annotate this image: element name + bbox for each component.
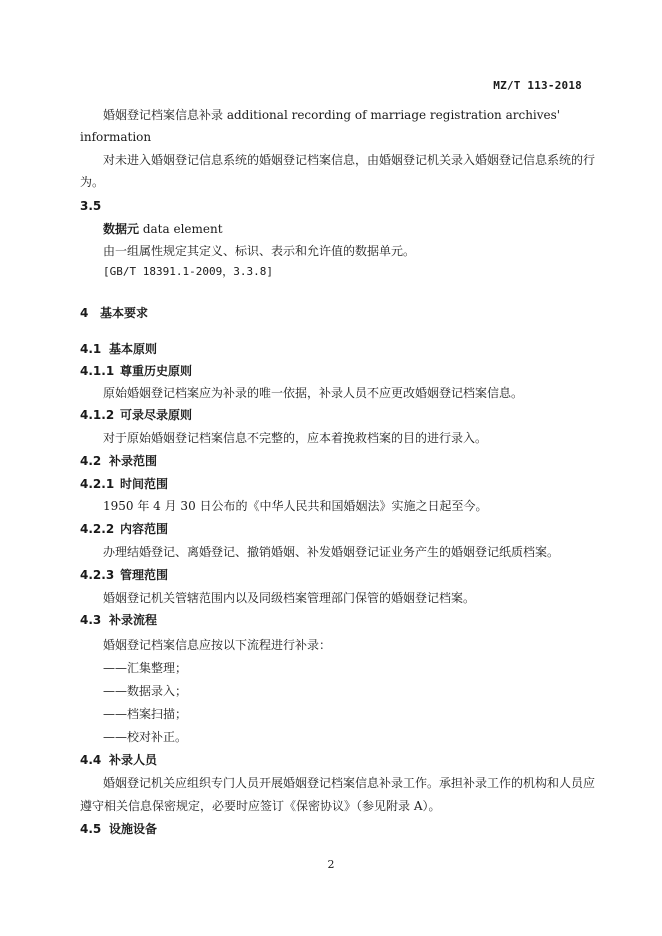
section-4-1-2-number: 4.1.2	[80, 408, 115, 422]
section-4-heading	[80, 305, 582, 321]
section-4-5-number: 4.5	[80, 822, 102, 836]
section-4-2-3-title: 管理范围	[120, 568, 169, 582]
process-step: ——校对补正。	[103, 730, 188, 744]
section-4-4-body-line2: 遵守相关信息保密规定，必要时应签订《保密协议》（参见附录 A）。	[80, 799, 441, 813]
term-3-4-line2: information	[80, 130, 152, 144]
term-3-4-line1: 婚姻登记档案信息补录 additional recording of marriage registration archives'	[103, 108, 561, 122]
term-3-5-number: 3.5	[80, 199, 102, 213]
section-4-2-1-number: 4.2.1	[80, 477, 115, 491]
section-4-2-heading	[80, 453, 582, 469]
section-4-4-heading	[80, 752, 582, 768]
section-4-5-title: 设施设备	[109, 822, 158, 836]
section-4-2-number: 4.2	[80, 454, 102, 468]
section-4-2-3-heading	[80, 567, 582, 583]
section-4-1-2-title: 可录尽录原则	[120, 408, 193, 422]
term-3-5-cn: 数据元	[103, 222, 140, 236]
term-3-4-definition-line1: 对未进入婚姻登记信息系统的婚姻登记档案信息，由婚姻登记机关录入婚姻登记信息系统的行	[103, 153, 596, 167]
section-4-number: 4	[80, 306, 89, 320]
term-3-5-definition: 由一组属性规定其定义、标识、表示和允许值的数据单元。	[103, 244, 416, 258]
standard-code: MZ/T 113-2018	[493, 79, 582, 92]
section-4-3-title: 补录流程	[109, 613, 158, 627]
section-4-3-number: 4.3	[80, 613, 102, 627]
section-4-4-title: 补录人员	[109, 753, 158, 767]
section-4-1-1-heading	[80, 363, 582, 379]
process-step: ——汇集整理；	[103, 661, 188, 675]
section-4-2-1-heading	[80, 476, 582, 492]
section-4-1-2-body: 对于原始婚姻登记档案信息不完整的，应本着挽救档案的目的进行录入。	[103, 431, 488, 445]
section-4-1-heading	[80, 341, 582, 357]
section-4-1-1-body: 原始婚姻登记档案应为补录的唯一依据，补录人员不应更改婚姻登记档案信息。	[103, 386, 524, 400]
term-3-5-source: [GB/T 18391.1-2009，3.3.8]	[103, 265, 273, 278]
term-3-5-en: data element	[142, 222, 223, 236]
section-4-3-heading	[80, 612, 582, 628]
section-4-3-intro: 婚姻登记档案信息应按以下流程进行补录：	[103, 638, 332, 652]
section-4-2-2-title: 内容范围	[120, 522, 169, 536]
section-4-1-number: 4.1	[80, 342, 102, 356]
page-number: 2	[327, 858, 335, 871]
process-step: ——数据录入；	[103, 684, 188, 698]
section-4-2-2-body: 办理结婚登记、离婚登记、撤销婚姻、补发婚姻登记证业务产生的婚姻登记纸质档案。	[103, 545, 560, 559]
section-4-1-1-number: 4.1.1	[80, 364, 115, 378]
section-4-2-2-heading	[80, 521, 582, 537]
section-4-1-2-heading	[80, 407, 582, 423]
section-4-2-1-body: 1950 年 4 月 30 日公布的《中华人民共和国婚姻法》实施之日起至今。	[103, 499, 488, 513]
section-4-2-3-body: 婚姻登记机关管辖范围内以及同级档案管理部门保管的婚姻登记档案。	[103, 591, 476, 605]
section-4-2-1-title: 时间范围	[120, 477, 169, 491]
section-4-4-number: 4.4	[80, 753, 102, 767]
section-4-1-title: 基本原则	[109, 342, 158, 356]
term-3-5-term	[103, 221, 582, 237]
section-4-title: 基本要求	[100, 306, 149, 320]
section-4-4-body-line1: 婚姻登记机关应组织专门人员开展婚姻登记档案信息补录工作。承担补录工作的机构和人员应	[103, 776, 596, 790]
process-step: ——档案扫描；	[103, 707, 188, 721]
section-4-5-heading	[80, 821, 582, 837]
term-3-4-definition-line2: 为。	[80, 175, 105, 189]
section-4-2-2-number: 4.2.2	[80, 522, 115, 536]
section-4-2-title: 补录范围	[109, 454, 158, 468]
section-4-2-3-number: 4.2.3	[80, 568, 115, 582]
section-4-1-1-title: 尊重历史原则	[120, 364, 193, 378]
